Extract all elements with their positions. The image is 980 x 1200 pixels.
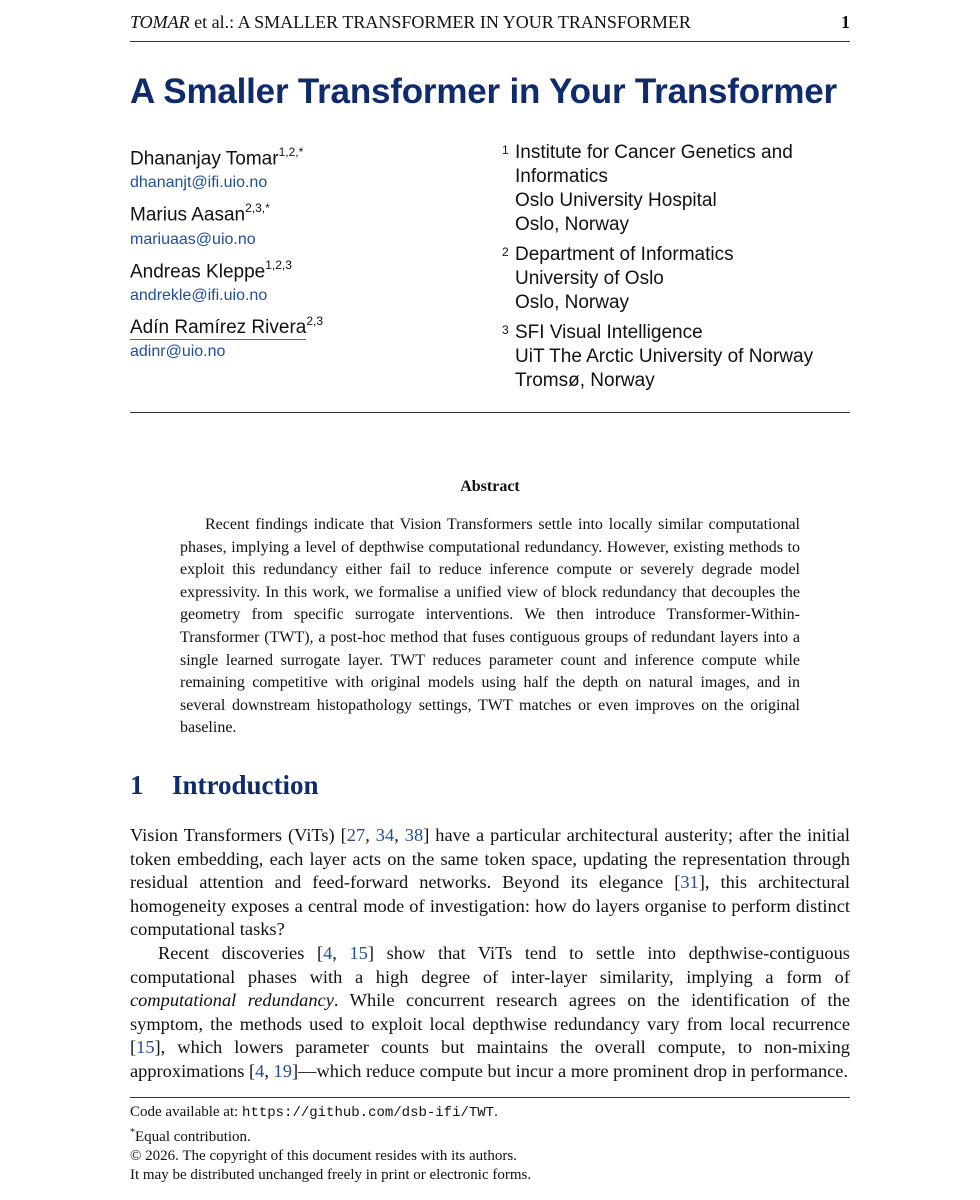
emphasis: computational redundancy — [130, 990, 334, 1011]
affiliation — [502, 321, 852, 393]
author-affiliation-marks: 1,2,* — [278, 145, 304, 159]
paper-title: A Smaller Transformer in Your Transformer — [130, 72, 837, 111]
affiliation-line: UiT The Arctic University of Norway — [515, 346, 814, 367]
text-run: , — [365, 825, 376, 845]
running-head — [130, 12, 850, 38]
affiliation-line: Tromsø, Norway — [515, 370, 655, 391]
affiliation-line: Oslo University Hospital — [515, 190, 717, 211]
running-head-author: TOMAR — [130, 12, 190, 32]
citation-link[interactable]: 34 — [375, 825, 395, 845]
affiliation-line: University of Oslo — [515, 268, 664, 289]
text-run: . — [494, 1104, 498, 1120]
text-run: , — [394, 825, 405, 845]
footnote-text: Equal contribution. — [135, 1129, 251, 1145]
citation-link[interactable]: 4 — [255, 1060, 265, 1081]
code-footnote — [130, 1103, 850, 1123]
text-run: , — [264, 1060, 274, 1081]
affiliation-number: 2 — [502, 245, 509, 259]
citation-link[interactable]: 15 — [136, 1037, 155, 1058]
author-email-link[interactable]: adinr@uio.no — [130, 343, 226, 361]
footnote-mark: * — [130, 1127, 135, 1138]
text-run: ] have a particular architectural austerity; after the initial token embedding, each layer acts on the same token space, updating the representation through residual attention and feed-forward networks. Beyond its elegance [ — [130, 825, 851, 893]
text-run: ], which lowers parameter counts but maintains the overall compute, to non-mixing approximations [ — [130, 1037, 850, 1081]
abstract-text: Recent findings indicate that Vision Transformers settle into locally similar computational phases, implying a level of depthwise computational redundancy. However, existing methods to exploit this redundancy either fail to reduce inference compute or severely degrade model expressivity. In this work, we formalise a unified view of block redundancy that decouples the geometry from specific surrogate interventions. We then introduce Transformer-Within-Transformer (TWT), a post-hoc method that fuses contiguous groups of redundant layers into a single learned surrogate layer. TWT reduces parameter count and inference compute while remaining competitive with original models using half the depth on natural images, and in several downstream histopathology settings, TWT matches or even improves on the original baseline. — [180, 516, 800, 737]
author-name — [130, 310, 490, 340]
affiliation — [502, 141, 852, 237]
author-affiliation-marks: 2,3,* — [245, 201, 270, 216]
citation-link[interactable]: 4 — [323, 942, 333, 963]
text-run: , — [332, 942, 350, 963]
section-heading — [130, 770, 319, 801]
text-run: ]—which reduce compute but incur a more prominent drop in performance. — [291, 1060, 849, 1081]
section-number: 1 — [130, 770, 144, 800]
affiliation-number: 1 — [502, 143, 509, 157]
citation-link[interactable]: 27 — [346, 825, 366, 845]
distribution-notice: It may be distributed unchanged freely in print or electronic forms. — [130, 1167, 532, 1183]
affiliation-line: Oslo, Norway — [515, 292, 630, 313]
paragraph — [130, 942, 850, 1084]
introduction-body — [130, 824, 850, 1084]
text-run: ], this architectural homogeneity exposes a central mode of investigation: how do layers organise to perform distinct computational tasks? — [130, 872, 850, 940]
author-email[interactable] — [130, 171, 490, 195]
citation-link[interactable]: 19 — [273, 1060, 292, 1081]
author-email-link[interactable]: dhananjt@ifi.uio.no — [130, 174, 268, 192]
text-run: ] show that ViTs tend to settle into depthwise-contiguous computational phases with a high degree of inter-layer similarity, implying a form of — [130, 942, 850, 987]
author-name-text: Andreas Kleppe — [130, 260, 266, 282]
author-list — [130, 141, 490, 366]
text-run: . While concurrent research agrees on the identification of the symptom, the methods used to exploit local depthwise redundancy vary from local recurrence [ — [130, 990, 850, 1058]
title-block-rule — [130, 412, 850, 413]
citation-link[interactable]: 15 — [349, 942, 368, 963]
footnotes — [130, 1103, 850, 1185]
author-email[interactable] — [130, 340, 490, 364]
citation-link[interactable]: 38 — [404, 825, 424, 845]
affiliation-number: 3 — [502, 323, 509, 337]
author-name-text: Adín Ramírez Rivera — [130, 317, 307, 339]
section-title: Introduction — [172, 770, 319, 800]
author-email-link[interactable]: mariuaas@uio.no — [130, 230, 256, 248]
author-name — [130, 141, 490, 171]
code-label: Code available at: — [130, 1104, 243, 1120]
page-number: 1 — [841, 12, 850, 32]
author-email-link[interactable]: andrekle@ifi.uio.no — [130, 286, 268, 304]
equal-contribution-footnote — [130, 1123, 850, 1147]
affiliation-line: SFI Visual Intelligence — [515, 322, 703, 343]
text-run: Recent discoveries [ — [158, 942, 324, 963]
affiliation-list — [502, 141, 852, 399]
author-email[interactable] — [130, 228, 490, 252]
affiliation-line: Department of Informatics — [515, 244, 734, 265]
copyright-notice: © 2026. The copyright of this document resides with its authors. — [130, 1148, 517, 1164]
running-head-text: et al.: A SMALLER TRANSFORMER IN YOUR TRANSFORMER — [189, 12, 691, 32]
affiliation-line: Informatics — [515, 166, 608, 187]
author-name-text: Marius Aasan — [130, 204, 246, 226]
abstract-heading: Abstract — [460, 478, 520, 495]
footnote-rule — [130, 1097, 850, 1098]
affiliation — [502, 243, 852, 315]
header-rule — [130, 41, 850, 42]
author-name — [130, 254, 490, 284]
text-run: Vision Transformers (ViTs) [ — [130, 825, 347, 845]
author-name-text: Dhananjay Tomar — [130, 148, 279, 170]
author-name — [130, 197, 490, 227]
citation-link[interactable]: 31 — [680, 872, 699, 893]
running-head-title — [130, 12, 691, 33]
author-affiliation-marks: 2,3 — [306, 313, 324, 328]
affiliation-line: Oslo, Norway — [515, 214, 630, 235]
paragraph — [130, 824, 850, 942]
author-email[interactable] — [130, 284, 490, 308]
affiliation-line: Institute for Cancer Genetics and — [515, 142, 793, 163]
author-affiliation-marks: 1,2,3 — [265, 257, 292, 272]
code-url-link[interactable]: https://github.com/dsb-ifi/TWT — [242, 1105, 495, 1121]
